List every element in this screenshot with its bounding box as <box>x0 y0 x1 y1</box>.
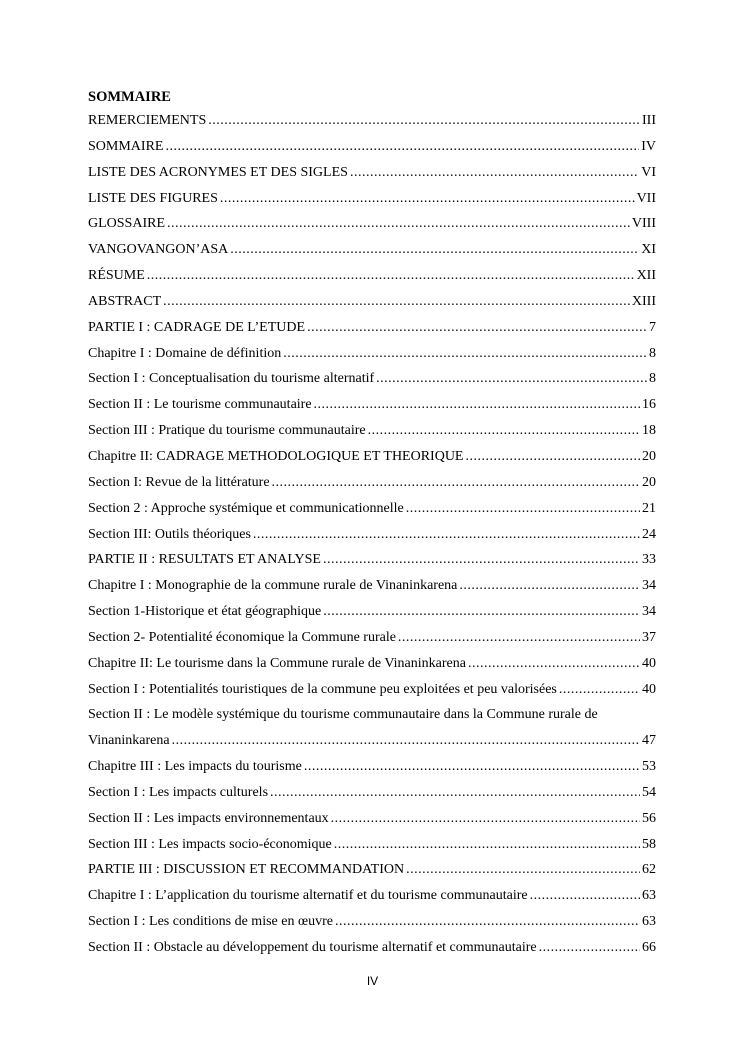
toc-entry-page: 34 <box>642 578 656 594</box>
toc-entry <box>88 237 656 263</box>
toc-entry-page: III <box>642 113 656 128</box>
toc-entry <box>88 522 656 548</box>
toc-entry-text: Section I : Les impacts culturels <box>88 784 269 800</box>
toc-entry-page: 21 <box>642 500 656 516</box>
toc-entry-text: Section I : Les conditions de mise en œuvre <box>88 914 333 930</box>
dot-leader <box>335 909 640 935</box>
page-number: IV <box>366 974 379 988</box>
dot-leader <box>314 392 640 418</box>
dot-leader <box>468 651 640 677</box>
toc-entry <box>88 470 656 496</box>
toc-entry-text: Section II : Les impacts environnementaux <box>88 810 329 826</box>
toc-entry-page: 47 <box>642 733 656 749</box>
dot-leader <box>406 496 640 522</box>
dot-leader <box>230 237 639 263</box>
toc-entry <box>88 134 656 160</box>
dot-leader <box>323 547 640 573</box>
toc-entry-page: 20 <box>642 448 656 464</box>
dot-leader <box>172 728 640 754</box>
toc-entry-page: IV <box>641 138 656 154</box>
toc-entry <box>88 599 656 625</box>
dot-leader <box>465 444 640 470</box>
toc-entry <box>88 780 656 806</box>
toc-entry <box>88 108 656 134</box>
toc-entry <box>88 625 656 651</box>
toc-entry <box>88 573 656 599</box>
dot-leader <box>398 625 640 651</box>
toc-entry-text: Section I: Revue de la littérature <box>88 474 270 490</box>
toc-entry-page: 40 <box>642 655 656 671</box>
toc-entry-text: Section III: Outils théoriques <box>88 526 251 542</box>
toc-entry-text: Section II : Obstacle au développement du tourisme alternatif et communautaire <box>88 940 537 955</box>
toc-entry <box>88 186 656 212</box>
toc-entry-text: Section III : Les impacts socio-économique <box>88 836 332 852</box>
toc-entry-text: Section I : Conceptualisation du tourisme alternatif <box>88 371 375 387</box>
toc-entry <box>88 728 656 754</box>
toc-entry-text: Section II : Le modèle systémique du tourisme communautaire dans la Commune rurale de <box>88 707 598 723</box>
toc-entry-text: PARTIE I : CADRAGE DE L’ETUDE <box>88 319 306 335</box>
toc-entry-page: 54 <box>642 784 656 800</box>
toc-entry <box>88 496 656 522</box>
dot-leader <box>163 289 630 315</box>
toc-entry-page: 24 <box>642 526 656 542</box>
toc-entry-text: Section 1-Historique et état géographique <box>88 604 322 620</box>
dot-leader <box>272 470 640 496</box>
toc-entry <box>88 315 656 341</box>
toc-entry-text: Chapitre II: Le tourisme dans la Commune rurale de Vinaninkarena <box>88 655 466 671</box>
toc-title: SOMMAIRE <box>88 89 171 105</box>
toc-entry <box>88 857 656 883</box>
dot-leader <box>220 186 635 212</box>
toc-entry-page: 8 <box>649 371 656 387</box>
toc-entry-page: 20 <box>642 474 656 490</box>
toc-entry-page: XIII <box>631 293 656 309</box>
toc-entry <box>88 754 656 780</box>
toc-entry <box>88 392 656 418</box>
document-page <box>88 86 656 961</box>
toc-entry-text: Chapitre I : Monographie de la commune rurale de Vinaninkarena <box>88 578 458 594</box>
toc-entry-page: XI <box>641 242 656 258</box>
toc-entry-text: Section 2 : Approche systémique et communicationnelle <box>88 500 404 516</box>
toc-entry <box>88 832 656 858</box>
toc-entry <box>88 806 656 832</box>
dot-leader <box>307 315 647 341</box>
toc-entry <box>88 651 656 677</box>
toc-entry <box>88 935 656 961</box>
toc-entry-text: Section II : Le tourisme communautaire <box>88 397 312 413</box>
toc-entry-text: SOMMAIRE <box>88 138 164 154</box>
dot-leader <box>406 857 640 883</box>
dot-leader <box>334 832 640 858</box>
toc-entry-text: Section 2- Potentialité économique la Commune rurale <box>88 629 396 645</box>
toc-entry-text: PARTIE III : DISCUSSION ET RECOMMANDATION <box>88 862 405 878</box>
dot-leader <box>283 341 647 367</box>
toc-entry-page: 34 <box>642 604 656 620</box>
toc-entry-text: Chapitre II: CADRAGE METHODOLOGIQUE ET THEORIQUE <box>88 448 464 464</box>
toc-entry-text: Chapitre III : Les impacts du tourisme <box>88 759 302 775</box>
toc-entry <box>88 677 656 703</box>
toc-entry-text: Section I : Potentialités touristiques de la commune peu exploitées et peu valorisées <box>88 681 557 697</box>
toc-entry <box>88 418 656 444</box>
toc-entry <box>88 909 656 935</box>
toc-entry-page: 8 <box>649 345 656 361</box>
toc-entry-text: ABSTRACT <box>88 293 162 309</box>
toc-entry-page: 62 <box>642 862 656 878</box>
dot-leader <box>530 883 640 909</box>
toc-entry-text: PARTIE II : RESULTATS ET ANALYSE <box>88 552 321 568</box>
toc-entry-text: Chapitre I : L’application du tourisme alternatif et du tourisme communautaire <box>88 888 528 904</box>
dot-leader <box>253 522 640 548</box>
toc-entry-page: VII <box>636 190 656 206</box>
toc-entry <box>88 341 656 367</box>
toc-entry-page: 63 <box>642 914 656 930</box>
toc-entry-page: 7 <box>649 319 656 335</box>
toc-entry <box>88 883 656 909</box>
toc-entry-text: LISTE DES ACRONYMES ET DES SIGLES <box>88 164 348 180</box>
dot-leader <box>459 573 640 599</box>
dot-leader <box>559 677 640 703</box>
toc-entry <box>88 289 656 315</box>
dot-leader <box>350 160 639 186</box>
toc-entry-page: 63 <box>642 888 656 904</box>
toc-entry-text: LISTE DES FIGURES <box>88 190 218 206</box>
toc-entry-text: REMERCIEMENTS <box>88 113 207 128</box>
dot-leader <box>376 366 647 392</box>
toc-entry <box>88 547 656 573</box>
dot-leader <box>539 935 640 961</box>
dot-leader <box>323 599 640 625</box>
toc-entry <box>88 366 656 392</box>
toc-entry-page: 16 <box>642 397 656 413</box>
toc-entry-text: Vinaninkarena <box>88 733 170 749</box>
toc-entry-page: 58 <box>642 836 656 852</box>
dot-leader <box>167 211 630 237</box>
toc-entry-page: 37 <box>642 629 656 645</box>
toc-entry-page: 66 <box>642 940 656 955</box>
dot-leader <box>304 754 640 780</box>
toc-entry-page: 53 <box>642 759 656 775</box>
toc-entry-page: VIII <box>631 216 656 232</box>
toc-entry <box>88 263 656 289</box>
dot-leader <box>331 806 640 832</box>
dot-leader <box>165 134 639 160</box>
toc-entry <box>88 444 656 470</box>
toc-entry-text: VANGOVANGON’ASA <box>88 242 229 258</box>
dot-leader <box>368 418 640 444</box>
toc-entry-page: 33 <box>642 552 656 568</box>
toc-entry-text: RÉSUME <box>88 268 145 284</box>
dot-leader <box>208 108 640 134</box>
toc-entry-text: Section III : Pratique du tourisme communautaire <box>88 423 366 439</box>
toc-entry-page: 18 <box>642 423 656 439</box>
toc-entry-text: Chapitre I : Domaine de définition <box>88 345 282 361</box>
toc-entry-page: VI <box>641 164 656 180</box>
toc-entry <box>88 211 656 237</box>
toc-entry <box>88 160 656 186</box>
toc-entry-text: GLOSSAIRE <box>88 216 166 232</box>
toc-entry-page: XII <box>636 268 656 284</box>
dot-leader <box>147 263 635 289</box>
dot-leader <box>270 780 640 806</box>
toc-entry-page: 56 <box>642 810 656 826</box>
table-of-contents <box>88 108 656 961</box>
toc-entry-page: 40 <box>642 681 656 697</box>
toc-entry-line <box>88 702 656 728</box>
